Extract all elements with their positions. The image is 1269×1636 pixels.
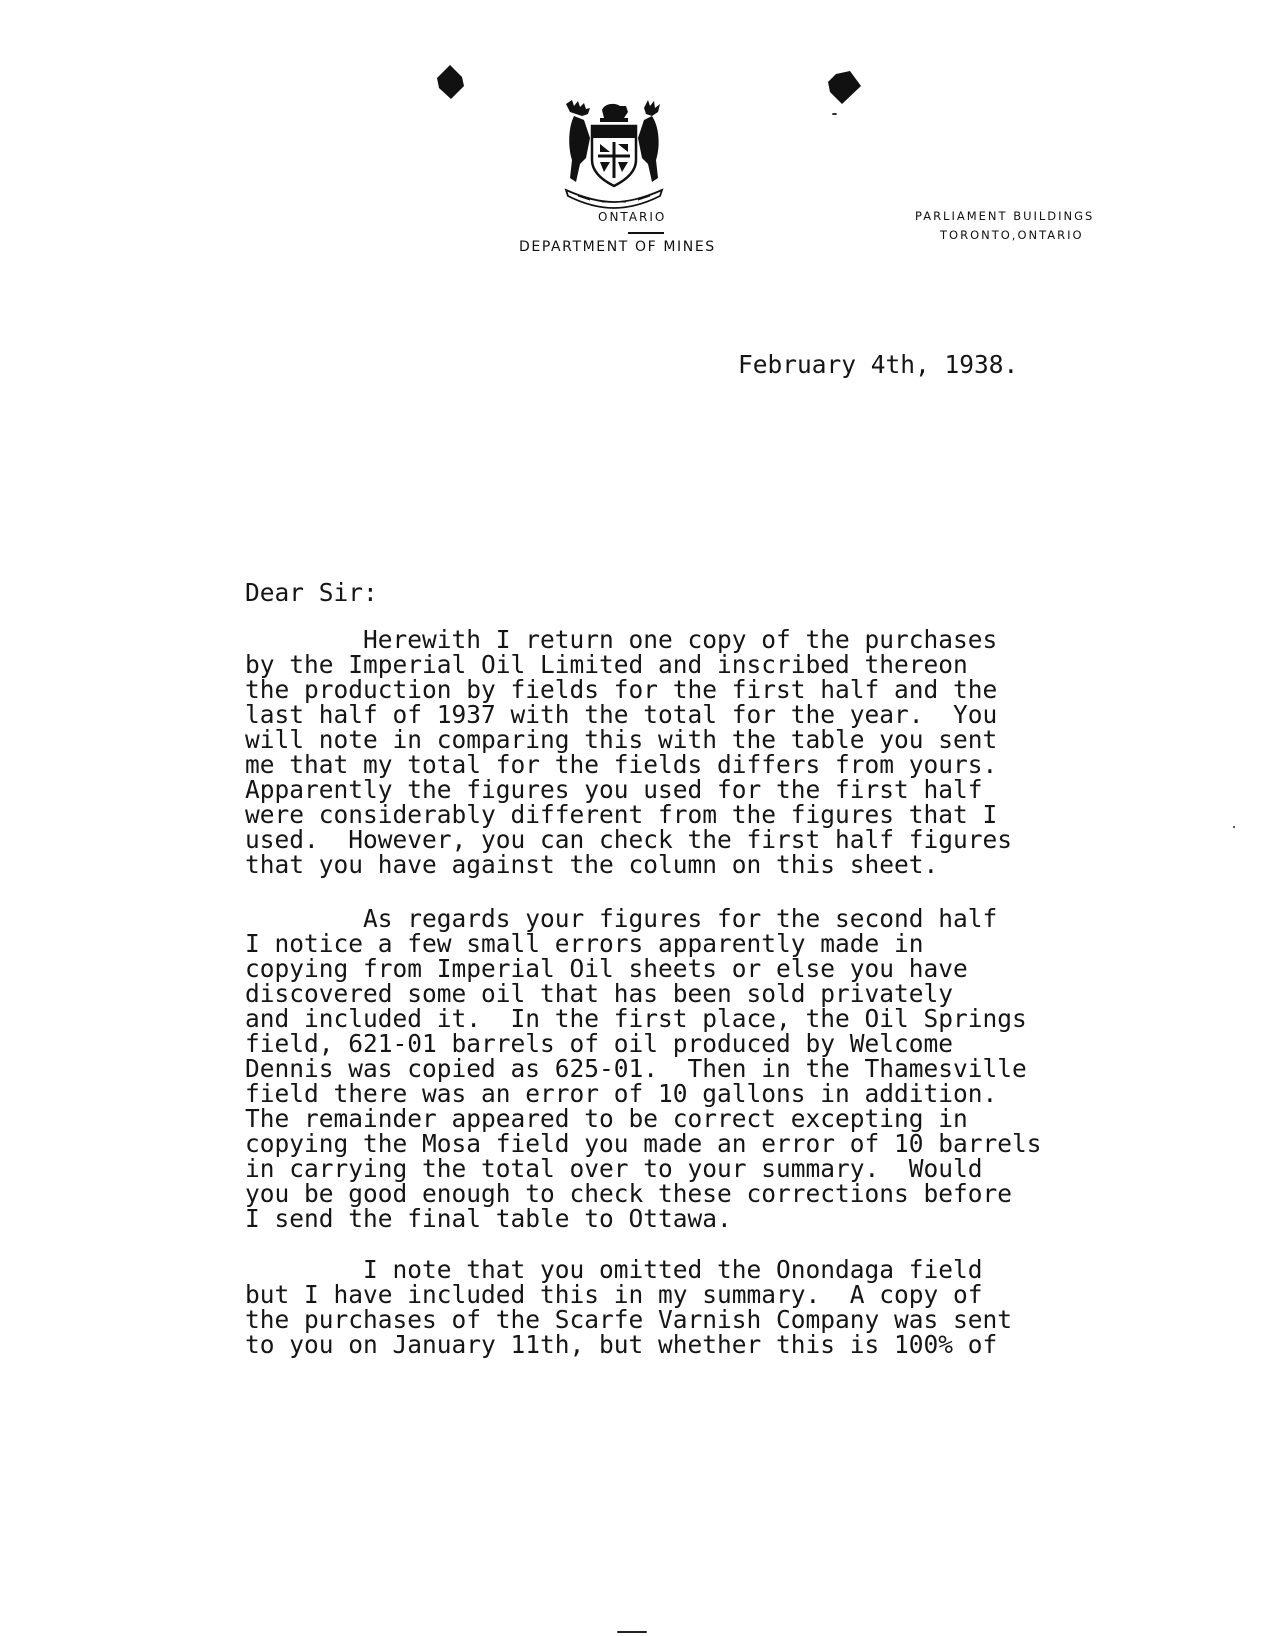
paragraph-line: were considerably different from the figures that I: [245, 800, 998, 829]
paragraph-line: but I have included this in my summary. A copy of: [245, 1280, 983, 1309]
paragraph-line: copying the Mosa field you made an error of 10 barrels: [245, 1129, 1042, 1158]
letter-salutation: Dear Sir:: [245, 578, 378, 607]
paragraph-line: Apparently the figures you used for the first half: [245, 775, 983, 804]
paragraph-line: Herewith I return one copy of the purchases: [245, 625, 998, 654]
paragraph-line: I note that you omitted the Onondaga field: [245, 1255, 983, 1284]
scan-speck: [617, 1631, 647, 1633]
paragraph-line: I notice a few small errors apparently made in: [245, 929, 924, 958]
ink-blot-left-icon: [436, 64, 466, 100]
paragraph-line: Dennis was copied as 625-01. Then in the Thamesville: [245, 1054, 1027, 1083]
paragraph-line: me that my total for the fields differs from yours.: [245, 750, 998, 779]
letterhead-address-line2: TORONTO,ONTARIO: [940, 228, 1084, 242]
paragraph-line: and included it. In the first place, the Oil Springs: [245, 1004, 1027, 1033]
scan-speck: [1233, 826, 1235, 828]
body-paragraph-1: [245, 627, 1012, 877]
letterhead-rule: [628, 232, 664, 234]
letter-date: February 4th, 1938.: [738, 350, 1019, 379]
paragraph-line: will note in comparing this with the table you sent: [245, 725, 998, 754]
letterhead-province: ONTARIO: [598, 210, 667, 224]
paragraph-line: that you have against the column on this sheet.: [245, 850, 939, 879]
paragraph-line: in carrying the total over to your summary. Would: [245, 1154, 983, 1183]
paragraph-line: field there was an error of 10 gallons in addition.: [245, 1079, 998, 1108]
ontario-coat-of-arms-icon: [560, 98, 668, 210]
body-paragraph-2: [245, 906, 1042, 1231]
body-paragraph-3: [245, 1257, 1012, 1357]
paragraph-line: discovered some oil that has been sold privately: [245, 979, 954, 1008]
paragraph-line: the production by fields for the first half and the: [245, 675, 998, 704]
paragraph-line: The remainder appeared to be correct excepting in: [245, 1104, 968, 1133]
paragraph-line: field, 621-01 barrels of oil produced by Welcome: [245, 1029, 954, 1058]
scan-speck: [832, 113, 837, 115]
paragraph-line: I send the final table to Ottawa.: [245, 1204, 732, 1233]
paragraph-line: copying from Imperial Oil sheets or else you have: [245, 954, 968, 983]
letterhead-department: DEPARTMENT OF MINES: [519, 239, 716, 255]
paragraph-line: by the Imperial Oil Limited and inscribed thereon: [245, 650, 968, 679]
paragraph-line: last half of 1937 with the total for the year. You: [245, 700, 998, 729]
paragraph-line: As regards your figures for the second half: [245, 904, 998, 933]
paragraph-line: to you on January 11th, but whether this is 100% of: [245, 1330, 998, 1359]
paragraph-line: the purchases of the Scarfe Varnish Company was sent: [245, 1305, 1013, 1334]
paragraph-line: you be good enough to check these corrections before: [245, 1179, 1013, 1208]
ink-blot-right-icon: [826, 70, 862, 106]
paragraph-line: used. However, you can check the first half figures: [245, 825, 1013, 854]
letterhead-address-line1: PARLIAMENT BUILDINGS: [915, 209, 1095, 223]
